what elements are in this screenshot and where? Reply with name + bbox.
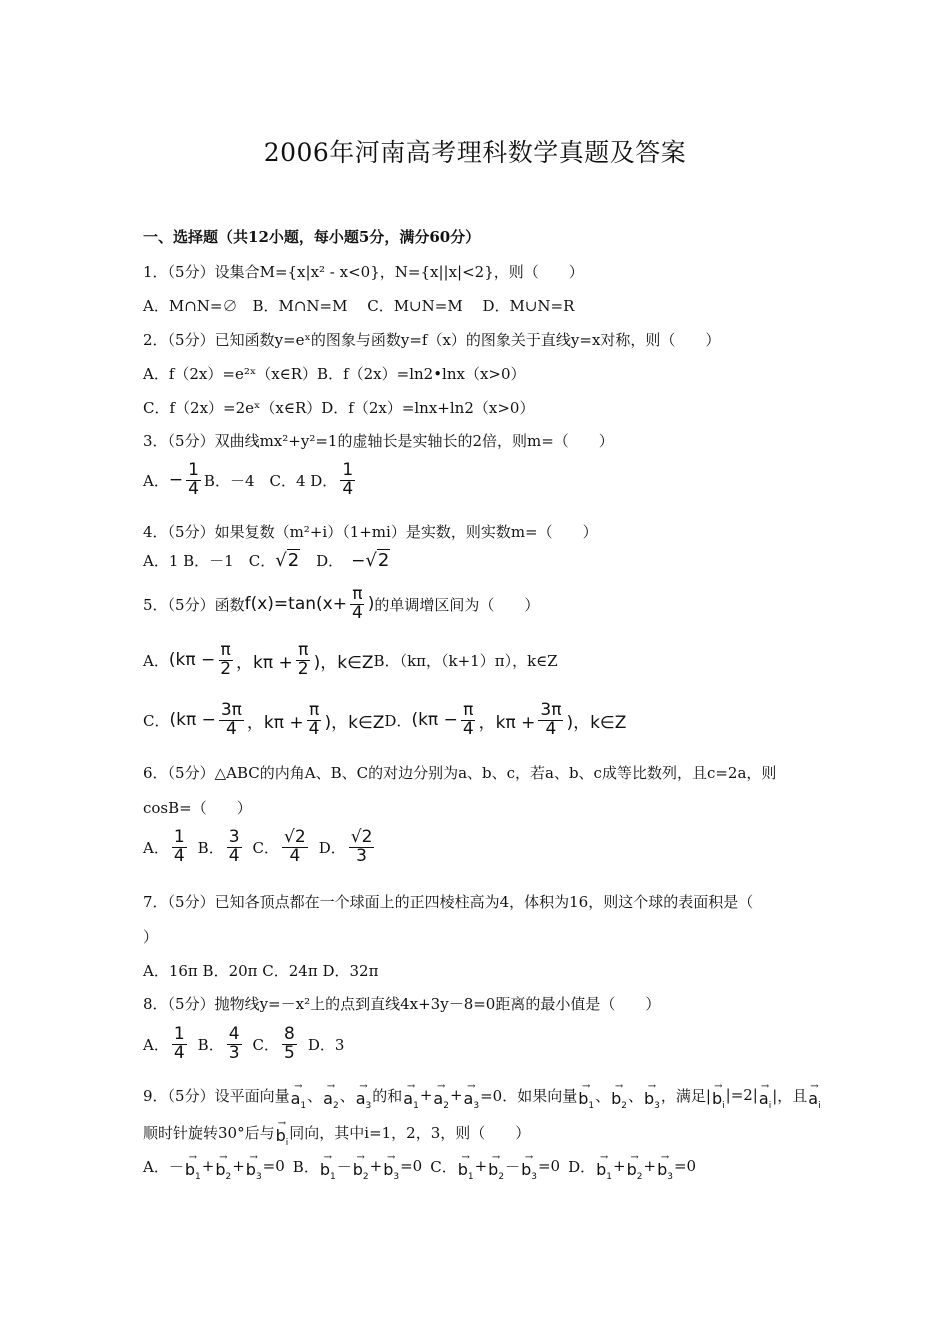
vector-ai: → $a_i$	[808, 1081, 821, 1112]
question-5-options-ab: A． (kπ − $\frac{\pi}{2}$ ，kπ + $\frac{\pi}{2}$ )，k∈Z B．（kπ，（k+1）π），k∈Z	[143, 640, 558, 679]
question-6-stem-line2: cosB=（ ）	[143, 799, 252, 817]
question-9-stem-line2: 顺时针旋转30°后与 → $b_i$ 同向，其中i=1，2，3，则（ ）	[143, 1118, 531, 1149]
minus-sign: −	[168, 470, 184, 491]
option-a-label: A．	[143, 1035, 169, 1054]
vector-a2: → $a_2$	[323, 1081, 339, 1112]
fraction: $\frac{3}{4}$	[228, 827, 240, 866]
fraction: $\frac{\pi}{4}$	[308, 700, 320, 739]
option-b-text: B．（kπ，（k+1）π），k∈Z	[373, 651, 558, 670]
vector-b2: → $b_2$	[611, 1081, 627, 1112]
vector-ai: → $a_i$	[758, 1081, 772, 1112]
option-c-label: C．	[143, 711, 170, 730]
fraction: $\frac{\pi}{2}$	[220, 640, 232, 679]
question-8-options	[143, 1026, 344, 1063]
question-7-options: A．16π B．20π C．24π D．32π	[143, 962, 379, 980]
vector-a3: → $a_3$	[463, 1081, 480, 1112]
option-c-label: C．	[252, 838, 280, 857]
question-6-stem-line1: 6．（5分）△ABC的内角A、B、C的对边分别为a、b、c，若a、b、c成等比数列，且c=2a，则	[143, 764, 777, 782]
section-heading: 一、选择题（共12小题，每小题5分，满分60分）	[143, 228, 481, 246]
option-c-label: C．	[430, 1157, 457, 1176]
vector-bi: → $b_i$	[711, 1081, 725, 1112]
option-d-text: D．3	[307, 1035, 345, 1054]
option-d-label: D．	[568, 1157, 596, 1176]
fraction: $\frac{\pi}{4}$	[351, 584, 363, 623]
option-c-label: C．	[252, 1035, 280, 1054]
fraction: $\frac{4}{3}$	[228, 1024, 240, 1063]
question-9-stem-line1: 9．（5分）设平面向量 → $a_1$ 、 → $a_2$ 、 → $a_3$ 的和 → $a_1$ + → $a_2$ + → $a_3$ =0．如果向量 → $b_1$ 、 → $b_2$ 、 → $b_3$ ，满足| → $b_i$ |=2| → $a_i$ |，且 → $a_i$	[143, 1081, 821, 1112]
function-expression: f(x)=tan(x+	[244, 594, 347, 615]
option-d-label: D．	[318, 838, 346, 857]
question-5-stem: 5．（5分）函数 f(x)=tan(x+ $\frac{\pi}{4}$ ) 的单调增区间为（ ）	[143, 584, 540, 623]
question-1-options: A．M∩N=∅ B．M∩N=M C．M∪N=M D．M∪N=R	[143, 297, 575, 315]
fraction: $\frac{1}{4}$	[173, 827, 185, 866]
question-7-stem-line1: 7．（5分）已知各顶点都在一个球面上的正四棱柱高为4，体积为16，则这个球的表面积是（	[143, 893, 754, 911]
vector-a2: → $a_2$	[433, 1081, 449, 1112]
fraction: $\frac{√2}{3}$	[350, 827, 373, 866]
vector-a1: → $a_1$	[403, 1081, 419, 1112]
vector-b3: → $b_3$	[644, 1081, 660, 1112]
question-2-options-ab: A．f（2x）=e²ˣ（x∈R）B．f（2x）=ln2•lnx（x>0）	[143, 365, 526, 383]
option-a-label: A．	[143, 838, 169, 857]
page-title: 2006年河南高考理科数学真题及答案	[263, 138, 687, 167]
vector-a1: → $a_1$	[290, 1081, 307, 1112]
fraction: $\frac{\pi}{2}$	[297, 640, 309, 679]
fraction: $\frac{1}{4}$	[173, 1024, 185, 1063]
fraction: $\frac{√2}{4}$	[284, 827, 306, 866]
options-bcd-label: B．－4 C．4 D．	[203, 471, 338, 490]
option-a-label: A．	[143, 471, 169, 490]
vector-b1: → $b_1$	[578, 1081, 595, 1112]
question-3-stem: 3．（5分）双曲线mx²+y²=1的虚轴长是实轴长的2倍，则m=（ ）	[143, 432, 614, 450]
fraction: $\frac{3\pi}{4}$	[540, 700, 562, 739]
option-a-label: A．	[143, 651, 169, 670]
minus-sign: −	[351, 550, 366, 571]
option-b-label: B．	[197, 838, 224, 857]
question-1-stem: 1．（5分）设集合M={x|x² - x<0}，N={x||x|<2}，则（ ）	[143, 263, 584, 281]
fraction: $\frac{8}{5}$	[284, 1024, 295, 1063]
fraction: $\frac{3\pi}{4}$	[220, 700, 242, 739]
question-2-stem: 2．（5分）已知函数y=eˣ的图象与函数y=f（x）的图象关于直线y=x对称，则（ ）	[143, 331, 721, 349]
question-3-options	[143, 462, 358, 499]
option-d-label: D．	[384, 711, 412, 730]
question-4-options	[143, 550, 390, 571]
question-5-options-cd: C． (kπ − $\frac{3\pi}{4}$ ，kπ + $\frac{\pi}{4}$ )，k∈Z D． (kπ − $\frac{\pi}{4}$ ，kπ + $\frac{3\pi}{4}$ )，k∈Z	[143, 700, 627, 739]
fraction: $\frac{\pi}{4}$	[462, 700, 474, 739]
vector-bi: → $b_i$	[275, 1118, 289, 1149]
option-d-label: D．	[316, 552, 344, 570]
fraction: $\frac{1}{4}$	[342, 460, 354, 499]
question-8-stem: 8．（5分）抛物线y=－x²上的点到直线4x+3y－8=0距离的最小值是（ ）	[143, 995, 661, 1013]
question-6-options	[143, 829, 377, 866]
fraction: $\frac{1}{4}$	[188, 460, 199, 499]
options-abc-label: A．1 B．－1 C．	[143, 552, 276, 570]
option-b-label: B．	[197, 1035, 224, 1054]
question-7-stem-line2: ）	[143, 928, 159, 946]
option-b-label: B．	[292, 1157, 319, 1176]
sqrt-expression: √2	[365, 550, 390, 571]
question-4-stem: 4．（5分）如果复数（m²+i）（1+mi）是实数，则实数m=（ ）	[143, 523, 598, 541]
question-9-options: A．－ → $b_1$ + → $b_2$ + → $b_3$ =0 B． → $b_1$ － → $b_2$ + → $b_3$ =0 C． → $b_1$ + → $b_2$ － → $b_3$ =0 D． → $b_1$ + → $b_2$ + → $b_3$ =0	[143, 1152, 697, 1183]
sqrt-expression: √2	[275, 550, 300, 571]
option-a-label: A．－	[143, 1157, 184, 1176]
vector-a3: → $a_3$	[355, 1081, 372, 1112]
question-2-options-cd: C．f（2x）=2eˣ（x∈R）D．f（2x）=lnx+ln2（x>0）	[143, 399, 535, 417]
